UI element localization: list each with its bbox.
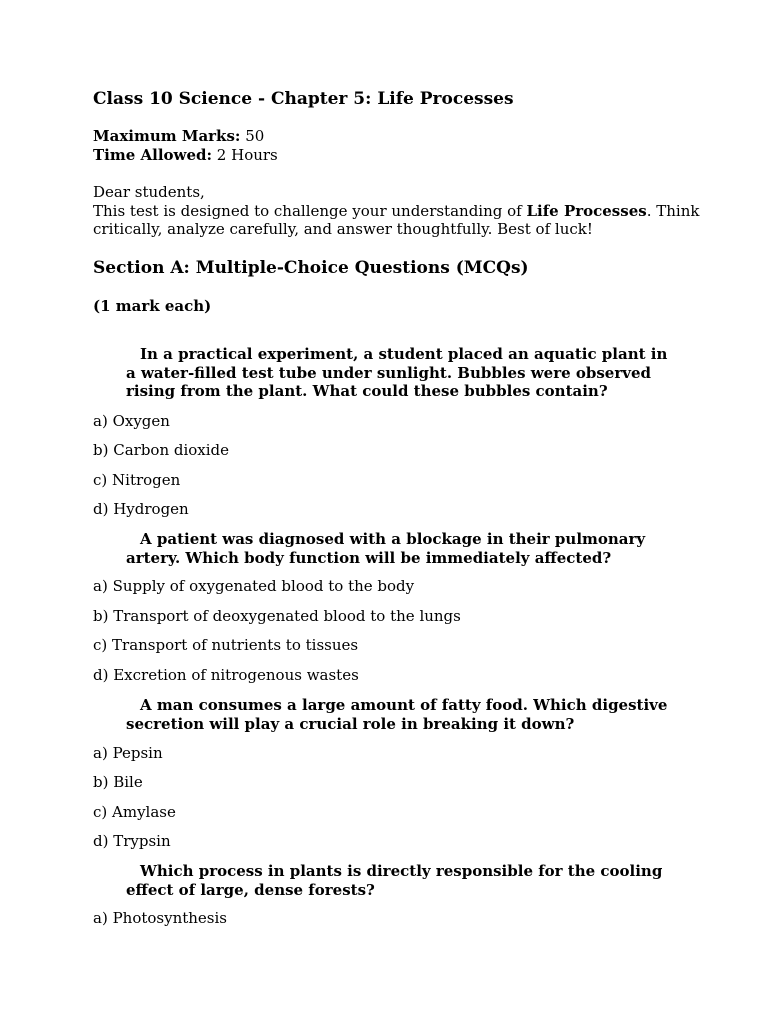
marks-note: (1 mark each) bbox=[93, 297, 212, 315]
question-2-option-b: b) Transport of deoxygenated blood to the lungs bbox=[93, 607, 461, 625]
question-4-option-a: a) Photosynthesis bbox=[93, 909, 227, 927]
time-allowed-label: Time Allowed: bbox=[93, 146, 213, 164]
question-1-option-a: a) Oxygen bbox=[93, 412, 170, 430]
question-3-option-c: c) Amylase bbox=[93, 803, 176, 821]
greeting: Dear students, bbox=[93, 183, 205, 201]
question-2-option-d: d) Excretion of nitrogenous wastes bbox=[93, 666, 359, 684]
time-allowed-value: 2 Hours bbox=[212, 146, 278, 164]
question-1-option-b: b) Carbon dioxide bbox=[93, 441, 230, 459]
intro-text-1: This test is designed to challenge your understanding of bbox=[93, 202, 527, 220]
section-a-title: Section A: Multiple-Choice Questions (MCQs) bbox=[93, 258, 529, 278]
intro-bold-topic: Life Processes bbox=[526, 202, 647, 220]
question-4-text: Which process in plants is directly responsible for the cooling effect of large, dense forests? bbox=[126, 862, 663, 899]
question-1-option-d: d) Hydrogen bbox=[93, 500, 189, 518]
intro-line-2: critically, analyze carefully, and answer thoughtfully. Best of luck! bbox=[93, 220, 593, 238]
max-marks-value: 50 bbox=[240, 127, 265, 145]
question-2-option-c: c) Transport of nutrients to tissues bbox=[93, 636, 359, 654]
intro-text-2: . Think bbox=[646, 202, 700, 220]
time-allowed-line bbox=[93, 146, 278, 165]
question-2-option-a: a) Supply of oxygenated blood to the body bbox=[93, 577, 415, 595]
question-3-text: A man consumes a large amount of fatty food. Which digestive secretion will play a crucial role in breaking it down? bbox=[126, 696, 668, 733]
intro-line-1 bbox=[93, 202, 699, 221]
max-marks-line bbox=[93, 127, 264, 146]
question-3-option-a: a) Pepsin bbox=[93, 744, 163, 762]
question-3-option-d: d) Trypsin bbox=[93, 832, 171, 850]
question-2-text: A patient was diagnosed with a blockage in their pulmonary artery. Which body function will be immediately affected? bbox=[126, 530, 646, 567]
document-title: Class 10 Science - Chapter 5: Life Processes bbox=[93, 89, 514, 109]
question-1-option-c: c) Nitrogen bbox=[93, 471, 181, 489]
question-1-text: In a practical experiment, a student placed an aquatic plant in a water-filled test tube under sunlight. Bubbles were observed rising from the plant. What could these bubbles contain? bbox=[126, 345, 668, 400]
question-3-option-b: b) Bile bbox=[93, 773, 143, 791]
max-marks-label: Maximum Marks: bbox=[93, 127, 241, 145]
